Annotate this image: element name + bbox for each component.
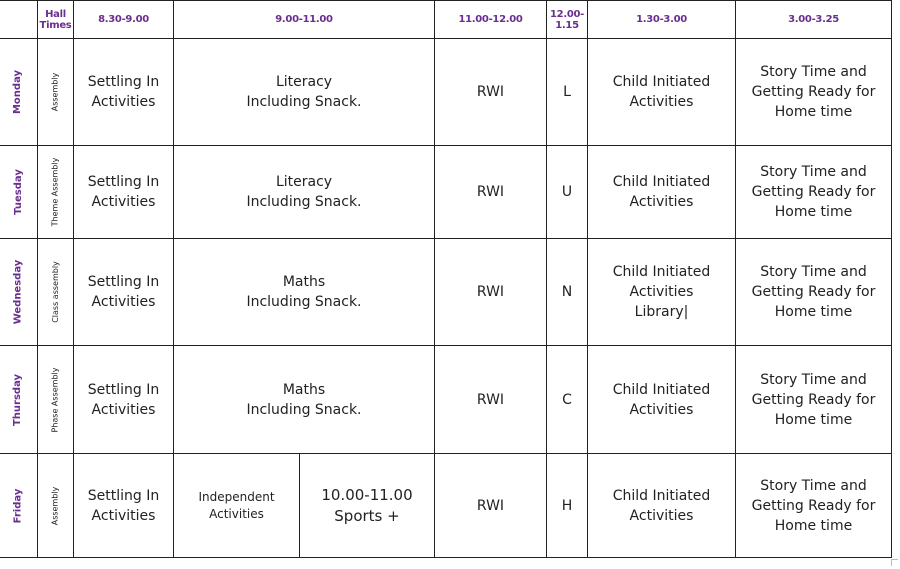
day-label: Thursday xyxy=(12,373,24,426)
day-label: Tuesday xyxy=(12,169,24,215)
afternoon-cell[interactable]: Child Initiated Activities Library| xyxy=(612,264,711,320)
settling-cell: Settling In Activities xyxy=(87,74,160,110)
rwi-cell: RWI xyxy=(476,497,505,514)
header-130-300: 1.30-3.00 xyxy=(636,14,687,25)
settling-cell: Settling In Activities xyxy=(87,274,160,310)
header-1100-1200: 11.00-12.00 xyxy=(458,14,523,25)
settling-cell: Settling In Activities xyxy=(87,174,160,210)
sports-cell: 10.00-11.00 Sports + xyxy=(321,485,413,525)
header-300-325: 3.00-3.25 xyxy=(788,14,839,25)
rwi-cell: RWI xyxy=(476,184,505,200)
header-900-1100: 9.00-11.00 xyxy=(275,14,333,25)
header-830-900: 8.30-9.00 xyxy=(98,14,149,25)
afternoon-cell: Child Initiated Activities xyxy=(612,381,711,418)
morning-cell: Maths Including Snack. xyxy=(246,274,362,310)
header-hall-times: Hall Times xyxy=(39,8,72,31)
lunch-letter-cell: C xyxy=(562,391,572,408)
rwi-cell: RWI xyxy=(476,84,505,100)
morning-cell: Literacy Including Snack. xyxy=(246,174,362,210)
hall-time-label: Assembly xyxy=(50,486,60,525)
lunch-letter-cell: U xyxy=(561,184,573,200)
settling-cell: Settling In Activities xyxy=(87,487,160,524)
day-label: Friday xyxy=(12,488,24,523)
lunch-letter-cell: H xyxy=(561,497,573,514)
story-cell: Story Time and Getting Ready for Home time xyxy=(751,164,876,220)
lunch-letter-cell: N xyxy=(561,284,573,300)
lunch-letter-cell: L xyxy=(563,84,571,100)
morning-cell: Literacy Including Snack. xyxy=(246,74,362,110)
story-cell: Story Time and Getting Ready for Home time xyxy=(751,64,876,120)
page-corner-marker xyxy=(891,559,898,566)
settling-cell: Settling In Activities xyxy=(87,381,160,418)
grid-line xyxy=(891,0,892,558)
story-cell: Story Time and Getting Ready for Home time xyxy=(751,477,876,534)
header-1200-115: 12.00- 1.15 xyxy=(550,8,584,31)
story-cell: Story Time and Getting Ready for Home time xyxy=(751,264,876,320)
rwi-cell: RWI xyxy=(476,391,505,408)
morning-cell: Maths Including Snack. xyxy=(246,381,362,418)
grid-line xyxy=(0,557,892,558)
rwi-cell: RWI xyxy=(476,284,505,300)
afternoon-cell: Child Initiated Activities xyxy=(612,74,711,110)
hall-time-label: Class assembly xyxy=(50,261,60,323)
hall-time-label: Theme Assembly xyxy=(50,157,60,227)
hall-time-label: Phase Assembly xyxy=(50,367,60,432)
day-label: Wednesday xyxy=(12,259,24,325)
story-cell: Story Time and Getting Ready for Home time xyxy=(751,371,876,428)
day-label: Monday xyxy=(12,69,24,115)
hall-time-label: Assembly xyxy=(50,72,60,112)
afternoon-cell: Child Initiated Activities xyxy=(612,174,711,210)
afternoon-cell: Child Initiated Activities xyxy=(612,487,711,524)
independent-activities-cell: Independent Activities xyxy=(198,489,275,521)
